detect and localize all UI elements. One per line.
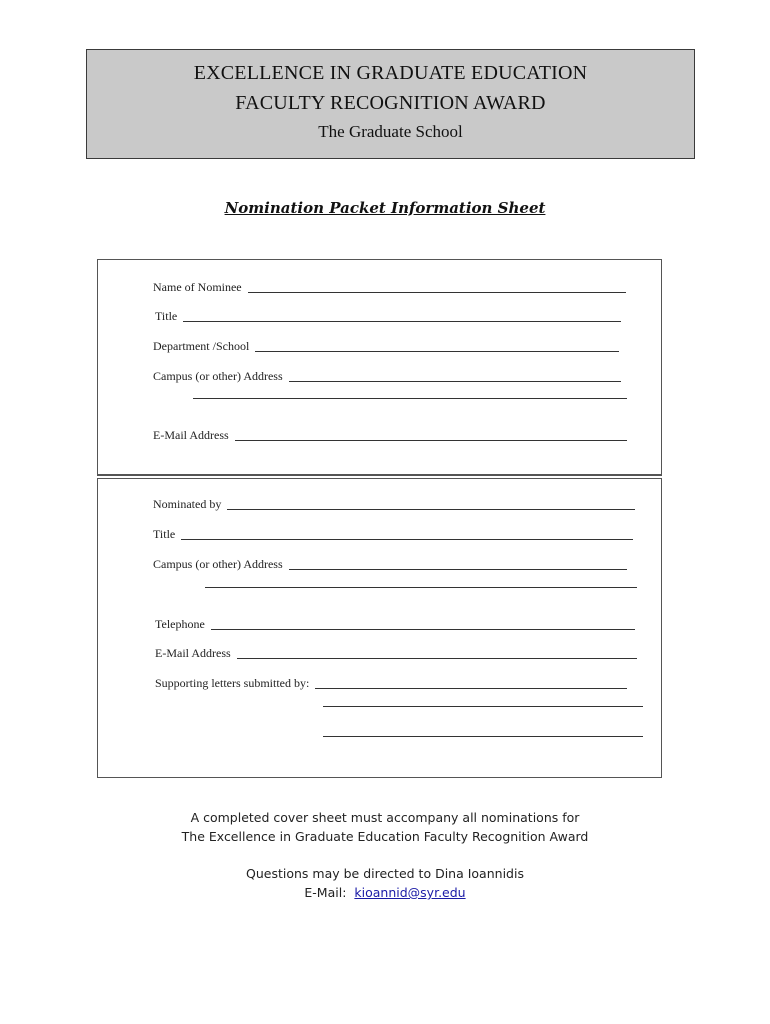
nominator-address-continued-field[interactable]	[205, 587, 637, 590]
nominee-email-field[interactable]	[153, 428, 627, 443]
award-title-line1: EXCELLENCE IN GRADUATE EDUCATION	[193, 62, 588, 84]
cover-sheet-note	[0, 808, 770, 846]
nominee-address-line-2[interactable]	[193, 398, 627, 399]
nominee-title-label: Title	[155, 309, 178, 323]
supporting-letters-field[interactable]	[155, 676, 627, 691]
nominator-address-line[interactable]	[289, 569, 627, 570]
supporting-letters-label: Supporting letters submitted by:	[155, 676, 310, 690]
nominator-telephone-field[interactable]	[155, 617, 635, 632]
contact-line: Questions may be directed to Dina Ioannidis	[246, 866, 524, 881]
nominator-title-label: Title	[153, 527, 176, 541]
nominator-title-field[interactable]	[153, 527, 633, 542]
nominator-title-line[interactable]	[181, 539, 633, 540]
contact-email-line	[0, 883, 770, 902]
award-title-line2: FACULTY RECOGNITION AWARD	[235, 92, 546, 114]
nominee-title-field[interactable]	[155, 309, 621, 324]
nominated-by-label: Nominated by	[153, 497, 222, 511]
nominee-address-line[interactable]	[289, 381, 621, 382]
section-divider	[97, 475, 662, 476]
contact-email-link[interactable]: kioannid@syr.edu	[354, 885, 466, 900]
cover-sheet-note-line2: The Excellence in Graduate Education Faculty Recognition Award	[181, 829, 589, 844]
nominee-department-field[interactable]	[153, 339, 619, 354]
nominator-email-label: E-Mail Address	[155, 646, 231, 660]
email-prefix: E-Mail:	[304, 885, 347, 900]
supporting-letters-line-2[interactable]	[323, 706, 643, 707]
nominee-name-field[interactable]	[153, 280, 626, 295]
nominee-email-line[interactable]	[235, 440, 627, 441]
award-subtitle: The Graduate School	[318, 122, 463, 141]
packet-title: Nomination Packet Information Sheet	[224, 199, 546, 217]
nominee-title-line[interactable]	[183, 321, 621, 322]
nominated-by-field[interactable]	[153, 497, 635, 512]
nominator-email-line[interactable]	[237, 658, 637, 659]
nominee-department-line[interactable]	[255, 351, 619, 352]
nominator-email-field[interactable]	[155, 646, 637, 661]
nominee-address-label: Campus (or other) Address	[153, 369, 283, 383]
nominee-name-line[interactable]	[248, 292, 626, 293]
cover-sheet-note-line1: A completed cover sheet must accompany all nominations for	[190, 810, 580, 825]
nominee-address-continued-field[interactable]	[193, 398, 627, 401]
nominator-address-field[interactable]	[153, 557, 627, 572]
nominee-name-label: Name of Nominee	[153, 280, 242, 294]
nominee-department-label: Department /School	[153, 339, 250, 353]
supporting-letters-field-2[interactable]	[323, 706, 643, 709]
nominee-email-label: E-Mail Address	[153, 428, 229, 442]
nominee-address-field[interactable]	[153, 369, 621, 384]
nominator-telephone-line[interactable]	[211, 629, 635, 630]
nominator-telephone-label: Telephone	[155, 617, 205, 631]
supporting-letters-field-3[interactable]	[323, 736, 643, 739]
supporting-letters-line-3[interactable]	[323, 736, 643, 737]
award-header-box	[86, 49, 695, 159]
contact-info	[0, 864, 770, 902]
nominator-address-label: Campus (or other) Address	[153, 557, 283, 571]
nominated-by-line[interactable]	[227, 509, 635, 510]
supporting-letters-line-1[interactable]	[315, 688, 627, 689]
nominator-address-line-2[interactable]	[205, 587, 637, 588]
